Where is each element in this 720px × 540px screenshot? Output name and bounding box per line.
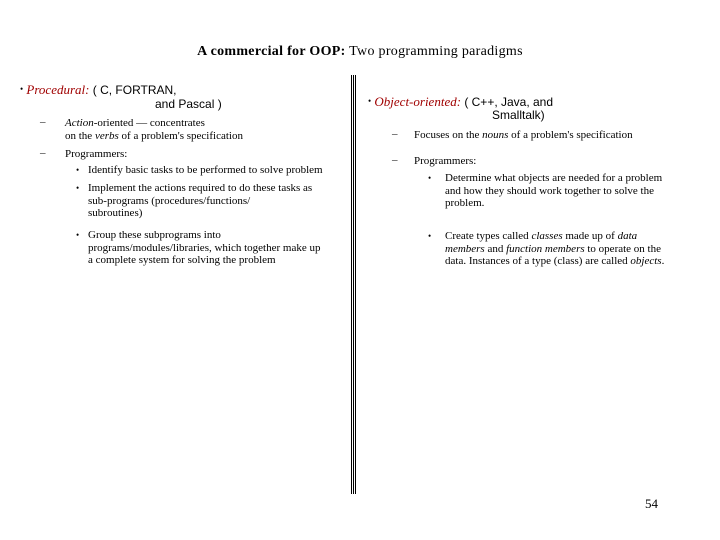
create-post: to operate on the: [587, 242, 661, 255]
function-members-italic: function members: [506, 242, 585, 255]
dash-icon: –: [392, 154, 398, 166]
procedural-sep: :: [85, 82, 90, 97]
bullet-dot-icon: •: [76, 165, 80, 175]
bullet-dot-icon: •: [76, 230, 80, 240]
implement-l2: sub-programs (procedures/functions/: [88, 194, 251, 207]
determine-objects-text: [445, 172, 662, 210]
group-l1: Group these subprograms into: [88, 229, 221, 241]
action-line2-post: of a problem's specification: [121, 129, 243, 142]
column-divider: [351, 75, 357, 494]
slide-title: [0, 44, 720, 60]
determine-l3: problem.: [445, 197, 485, 209]
programmers-label-right: Programmers:: [414, 155, 477, 167]
members-italic: members: [445, 242, 485, 255]
bullet-dot-icon: •: [428, 231, 432, 241]
object-oriented-sep: :: [456, 94, 462, 109]
bullet-dot-icon: •: [76, 183, 80, 193]
group-l3: a complete system for solving the problem: [88, 254, 276, 266]
object-oriented-heading: [368, 94, 553, 109]
verbs-italic: verbs: [94, 129, 119, 142]
create-mid: made up of: [565, 230, 615, 242]
focuses-nouns-text: [414, 129, 633, 142]
focuses-pre: Focuses on the: [414, 129, 480, 141]
bullet-dot-icon: •: [428, 173, 432, 183]
create-and: and: [487, 242, 504, 255]
determine-l2: and how they should work together to solve the: [445, 184, 654, 197]
dash-icon: –: [40, 147, 46, 159]
action-line2-pre: on the: [65, 129, 93, 142]
identify-tasks-text: Identify basic tasks to be performed to solve problem: [88, 164, 323, 176]
dash-icon: –: [392, 128, 398, 140]
bullet-dot-icon: •: [20, 84, 24, 94]
focuses-post: of a problem's specification: [511, 129, 633, 141]
implement-actions-text: [88, 182, 312, 220]
nouns-italic: nouns: [482, 129, 509, 141]
action-oriented-text: [65, 117, 243, 142]
objects-italic: objects: [630, 255, 662, 267]
create-types-text: [445, 230, 664, 268]
programmers-label-left: Programmers:: [65, 148, 128, 160]
implement-l1: Implement the actions required to do these tasks as: [88, 182, 313, 194]
title-rest: Two programming paradigms: [349, 44, 523, 59]
determine-l1: Determine what objects are needed for a problem: [445, 172, 663, 184]
group-subprograms-text: [88, 229, 320, 267]
instances-pre: data. Instances of a type (class) are called: [445, 255, 628, 267]
procedural-label: Procedural: [26, 82, 86, 97]
bullet-dot-icon: •: [368, 96, 372, 106]
action-rest: -oriented — concentrates: [93, 117, 205, 129]
procedural-langs-line2: and Pascal ): [155, 97, 222, 111]
object-oriented-langs-line2: Smalltalk): [492, 108, 545, 122]
create-pre: Create types called: [445, 230, 529, 242]
object-oriented-langs: ( C++, Java, and: [464, 95, 554, 109]
instances-period: .: [661, 255, 665, 267]
page-number: 54: [645, 496, 658, 511]
action-italic: Action: [65, 117, 94, 129]
dash-icon: –: [40, 116, 46, 128]
procedural-heading: [20, 82, 177, 97]
classes-italic: classes: [531, 230, 563, 242]
object-oriented-label: Object-oriented: [374, 94, 457, 109]
implement-l3: subroutines): [88, 207, 143, 219]
title-bold: A commercial for OOP:: [197, 44, 346, 59]
data-italic: data: [617, 230, 638, 242]
procedural-langs: ( C, FORTRAN,: [92, 83, 177, 97]
group-l2: programs/modules/libraries, which together make up: [88, 241, 321, 254]
